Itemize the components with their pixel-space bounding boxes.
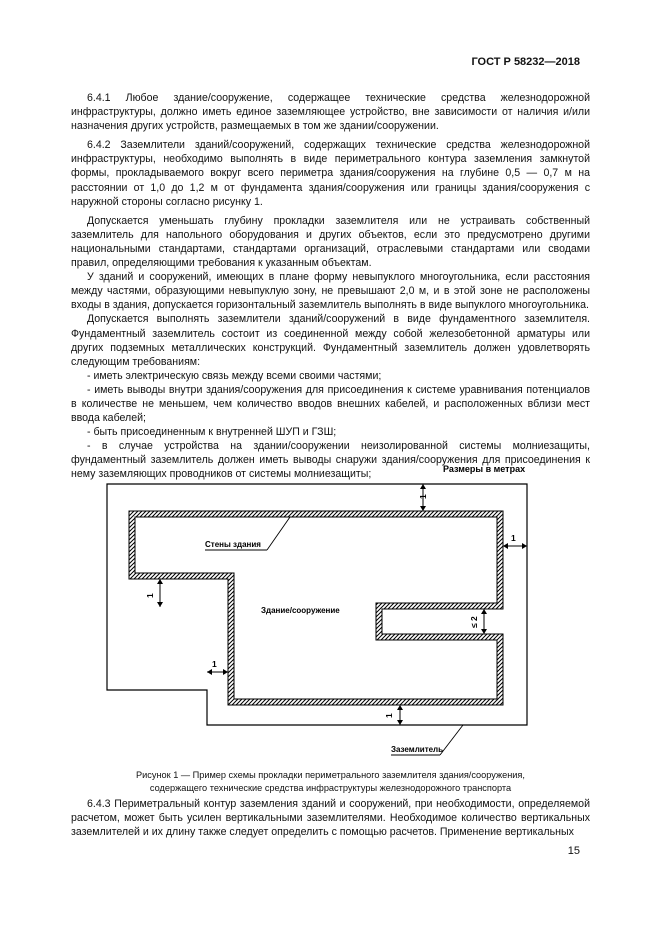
grounding-diagram (95, 462, 535, 762)
dimension-label-lower-left: 1 (212, 659, 217, 669)
paragraph-6-4-3: 6.4.3 Периметральный контур заземления зданий и сооружений, при необходимости, определяемой расчетом, может быть усилен вертикальными заземлителями. Необходимое количество вертикальных заземлителей и их длину также следует определить с помощью расчетов. Применение вертикальных (71, 798, 590, 839)
paragraph-foundation: Допускается выполнять заземлители зданий/сооружений в виде фундаментного заземлителя. Фундаментный заземлитель состоит из соединенной между собой железобетонной арматуры или других подземных металлических конструкций. Фундаментный заземлитель должен удовлетворять следующим требованиям: (71, 313, 590, 368)
paragraph-depth: Допускается уменьшать глубину прокладки заземлителя или не устраивать собственный заземлитель для напольного оборудования и других объектов, если это предусмотрено другими национальными стандартами, стандартами организаций, отраслевыми стандартами или сводами правил, определяющими требования к указанным объектам. (71, 214, 590, 270)
caption-line-2: содержащего технические средства инфраструктуры железнодорожного транспорта (149, 782, 512, 793)
paragraph-6-4-1: 6.4.1 Любое здание/сооружение, содержащее технические средства железнодорожной инфраструктуры, должно иметь единое заземляющее устройство, вне зависимости от наличия и/или назначения других устройств, размещаемых в том же здании/сооружении. (71, 92, 590, 133)
dimension-label-top: 1 (418, 494, 428, 499)
body-text (71, 91, 590, 482)
units-label: Размеры в метрах (443, 464, 526, 474)
dimension-label-bottom: 1 (384, 713, 394, 718)
list-item: - иметь электрическую связь между всеми своими частями; (87, 369, 382, 382)
building-label: Здание/сооружение (261, 606, 340, 615)
list-item: - в случае устройства на здании/сооружении неизолированной системы молниезащиты, фундаментный заземлитель должен иметь выводы снаружи здания/сооружения для присоединения к нему заземляющих проводников от системы молниезащиты; (71, 440, 590, 481)
dimension-label-notch: ≤ 2 (469, 616, 479, 628)
list-item: - иметь выводы внутри здания/сооружения для присоединения к системе уравнивания потенциалов в количестве не меньшем, чем количество вводов внешних кабелей, и расположенных вблизи мест ввода кабелей; (71, 383, 590, 425)
paragraph-nonconvex: У зданий и сооружений, имеющих в плане форму невыпуклого многоугольника, если расстояния между частями, образующими невыпуклую зону, не превышают 2,0 м, и в этой зоне не расположены входы в здания, допускается горизонтальный заземлитель выполнять в виде выпуклого многоугольника. (71, 271, 590, 312)
page-number: 15 (567, 845, 580, 857)
dimension-label-right: 1 (511, 533, 516, 543)
caption-line-1: Рисунок 1 — Пример схемы прокладки периметрального заземлителя здания/сооружения, (136, 770, 525, 780)
dimension-label-left: 1 (145, 593, 155, 598)
list-item: - быть присоединенным к внутренней ШУП и ГЗШ; (87, 426, 337, 439)
electrode-label: Заземлитель (391, 745, 444, 754)
paragraph-6-4-2: 6.4.2 Заземлители зданий/сооружений, содержащих технические средства железнодорожной инфраструктуры, необходимо выполнять в виде периметрального контура заземления замкнутой формы, прокладываемого вокруг всего периметра здания/сооружения на глубине 0,5 — 0,7 м на расстоянии от 1,0 до 1,2 м от фундамента здания/сооружения или границы здания/сооружения с наружной стороны согласно рисунку 1. (71, 139, 590, 208)
figure-caption (60, 769, 601, 794)
walls-label: Стены здания (205, 540, 261, 549)
walls-leader-line (267, 517, 290, 550)
document-header: ГОСТ Р 58232—2018 (471, 56, 580, 68)
electrode-leader-line (440, 725, 463, 755)
